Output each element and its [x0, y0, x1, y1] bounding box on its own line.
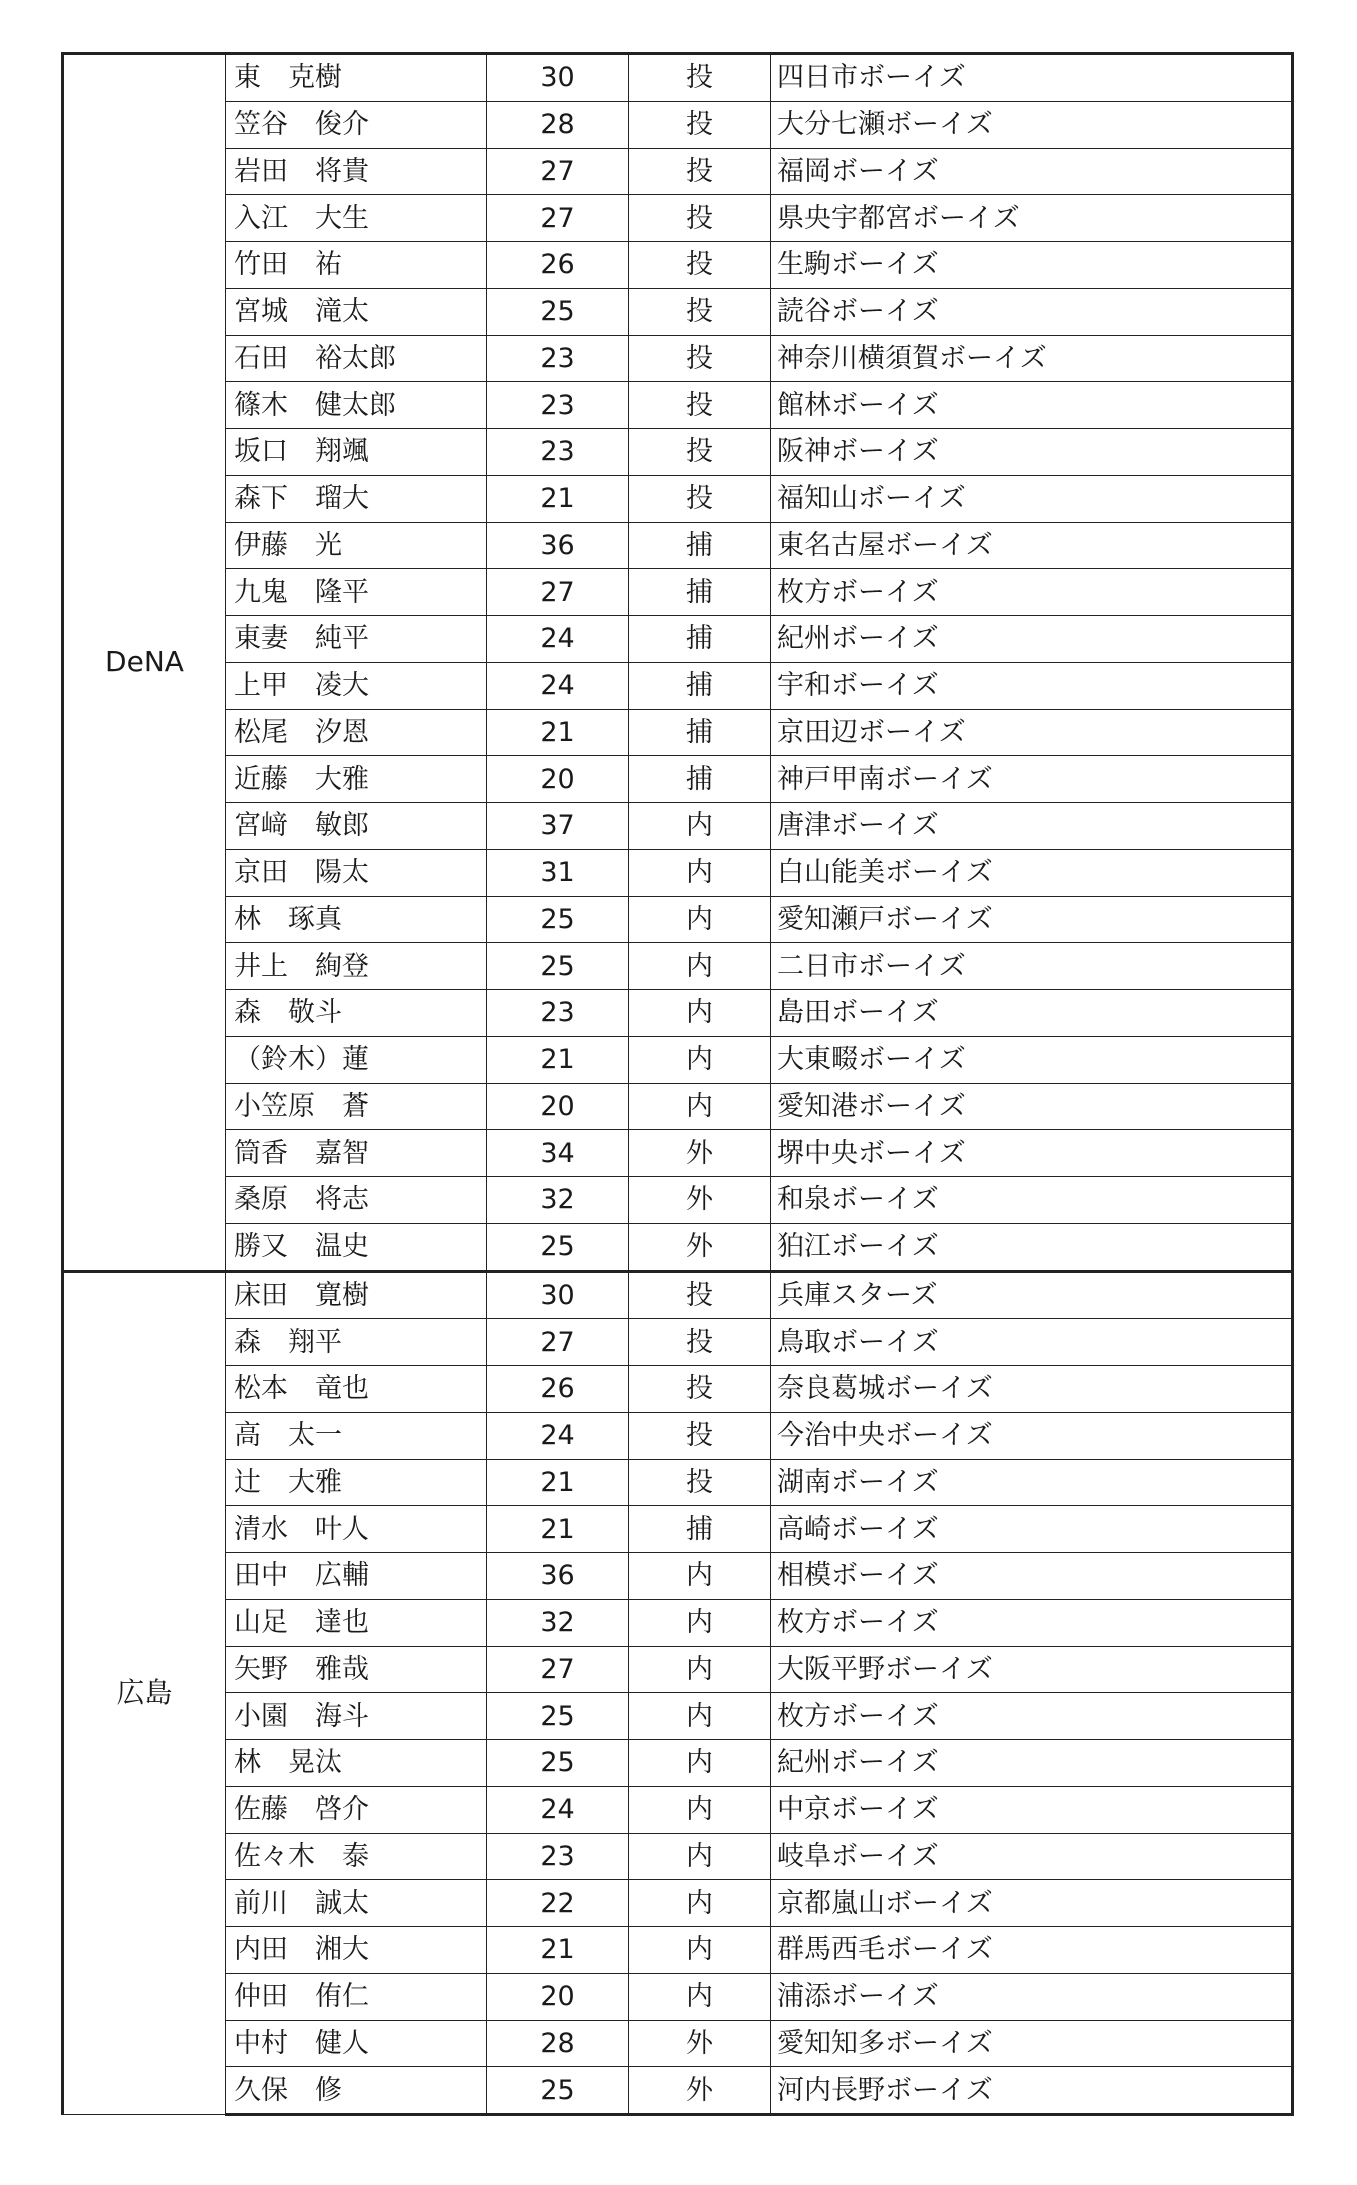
team-name: 広島: [63, 1271, 226, 2115]
table-row: [63, 2067, 1293, 2115]
player-age: 30: [487, 1271, 629, 1319]
player-position: 投: [629, 54, 771, 102]
table-row: [63, 1599, 1293, 1646]
player-position: 投: [629, 429, 771, 476]
player-age: 27: [487, 1319, 629, 1366]
player-name: 東 克樹: [226, 54, 487, 102]
player-position: 捕: [629, 709, 771, 756]
player-name: 篠木 健太郎: [226, 382, 487, 429]
player-name: 宮﨑 敏郎: [226, 803, 487, 850]
player-position: 内: [629, 896, 771, 943]
player-age: 22: [487, 1880, 629, 1927]
player-age: 24: [487, 616, 629, 663]
table-row: [63, 195, 1293, 242]
player-age: 36: [487, 522, 629, 569]
player-age: 27: [487, 569, 629, 616]
player-position: 投: [629, 382, 771, 429]
table-row: [63, 101, 1293, 148]
player-age: 37: [487, 803, 629, 850]
player-name: 坂口 翔颯: [226, 429, 487, 476]
table-row: [63, 1177, 1293, 1224]
player-name: 小笠原 蒼: [226, 1083, 487, 1130]
player-age: 34: [487, 1130, 629, 1177]
player-club: 神奈川横須賀ボーイズ: [771, 335, 1293, 382]
player-position: 投: [629, 1271, 771, 1319]
player-name: 竹田 祐: [226, 242, 487, 289]
roster-table: [61, 52, 1294, 2116]
player-club: 枚方ボーイズ: [771, 1693, 1293, 1740]
player-club: 紀州ボーイズ: [771, 1740, 1293, 1787]
player-age: 26: [487, 242, 629, 289]
table-row: [63, 1553, 1293, 1600]
player-name: 松本 竜也: [226, 1366, 487, 1413]
player-position: 内: [629, 990, 771, 1037]
player-position: 内: [629, 1973, 771, 2020]
player-club: 群馬西毛ボーイズ: [771, 1927, 1293, 1974]
player-club: 河内長野ボーイズ: [771, 2067, 1293, 2115]
player-position: 投: [629, 148, 771, 195]
table-row: [63, 1833, 1293, 1880]
player-position: 外: [629, 2020, 771, 2067]
player-age: 20: [487, 756, 629, 803]
player-position: 投: [629, 288, 771, 335]
table-row: [63, 54, 1293, 102]
player-age: 32: [487, 1599, 629, 1646]
player-age: 24: [487, 1412, 629, 1459]
player-age: 23: [487, 1833, 629, 1880]
player-name: 中村 健人: [226, 2020, 487, 2067]
player-position: 投: [629, 1412, 771, 1459]
player-name: 上甲 凌大: [226, 662, 487, 709]
table-row: [63, 1646, 1293, 1693]
player-age: 23: [487, 382, 629, 429]
table-row: [63, 1271, 1293, 1319]
table-row: [63, 662, 1293, 709]
player-club: 相模ボーイズ: [771, 1553, 1293, 1600]
player-club: 愛知港ボーイズ: [771, 1083, 1293, 1130]
player-club: 二日市ボーイズ: [771, 943, 1293, 990]
player-name: 入江 大生: [226, 195, 487, 242]
table-row: [63, 1366, 1293, 1413]
table-row: [63, 1036, 1293, 1083]
player-position: 内: [629, 1036, 771, 1083]
table-row: [63, 335, 1293, 382]
player-age: 20: [487, 1083, 629, 1130]
player-club: 愛知瀬戸ボーイズ: [771, 896, 1293, 943]
player-age: 32: [487, 1177, 629, 1224]
player-name: 小園 海斗: [226, 1693, 487, 1740]
player-club: 福岡ボーイズ: [771, 148, 1293, 195]
team-name: DeNA: [63, 54, 226, 1272]
player-name: 山足 達也: [226, 1599, 487, 1646]
table-row: [63, 569, 1293, 616]
player-name: 筒香 嘉智: [226, 1130, 487, 1177]
player-position: 内: [629, 1927, 771, 1974]
player-name: 久保 修: [226, 2067, 487, 2115]
table-row: [63, 990, 1293, 1037]
player-age: 24: [487, 1786, 629, 1833]
player-name: 勝又 温史: [226, 1223, 487, 1271]
player-age: 26: [487, 1366, 629, 1413]
table-row: [63, 1130, 1293, 1177]
player-name: 林 晃汰: [226, 1740, 487, 1787]
table-row: [63, 1786, 1293, 1833]
player-name: 松尾 汐恩: [226, 709, 487, 756]
player-name: 九鬼 隆平: [226, 569, 487, 616]
player-name: 内田 湘大: [226, 1927, 487, 1974]
player-name: 辻 大雅: [226, 1459, 487, 1506]
player-name: 林 琢真: [226, 896, 487, 943]
player-position: 内: [629, 1599, 771, 1646]
player-position: 内: [629, 849, 771, 896]
team-block: [63, 54, 1293, 1272]
player-club: 京都嵐山ボーイズ: [771, 1880, 1293, 1927]
player-age: 21: [487, 1927, 629, 1974]
table-row: [63, 1083, 1293, 1130]
player-name: 高 太一: [226, 1412, 487, 1459]
player-name: 佐藤 啓介: [226, 1786, 487, 1833]
player-club: 四日市ボーイズ: [771, 54, 1293, 102]
player-position: 内: [629, 1693, 771, 1740]
player-club: 福知山ボーイズ: [771, 475, 1293, 522]
table-row: [63, 1506, 1293, 1553]
player-position: 内: [629, 1786, 771, 1833]
table-row: [63, 2020, 1293, 2067]
player-position: 投: [629, 335, 771, 382]
player-age: 25: [487, 1693, 629, 1740]
table-row: [63, 475, 1293, 522]
player-age: 27: [487, 195, 629, 242]
player-position: 外: [629, 1223, 771, 1271]
table-row: [63, 288, 1293, 335]
player-age: 25: [487, 288, 629, 335]
player-position: 外: [629, 1130, 771, 1177]
player-club: 大阪平野ボーイズ: [771, 1646, 1293, 1693]
player-name: 石田 裕太郎: [226, 335, 487, 382]
table-row: [63, 803, 1293, 850]
player-age: 27: [487, 1646, 629, 1693]
player-position: 捕: [629, 616, 771, 663]
player-name: 井上 絢登: [226, 943, 487, 990]
player-position: 外: [629, 1177, 771, 1224]
player-position: 捕: [629, 662, 771, 709]
player-age: 21: [487, 1506, 629, 1553]
player-club: 愛知知多ボーイズ: [771, 2020, 1293, 2067]
player-age: 24: [487, 662, 629, 709]
player-position: 投: [629, 1319, 771, 1366]
player-age: 25: [487, 943, 629, 990]
player-club: 今治中央ボーイズ: [771, 1412, 1293, 1459]
table-row: [63, 943, 1293, 990]
table-row: [63, 616, 1293, 663]
player-position: 内: [629, 803, 771, 850]
player-age: 25: [487, 2067, 629, 2115]
player-age: 23: [487, 990, 629, 1037]
table-row: [63, 1693, 1293, 1740]
player-position: 内: [629, 943, 771, 990]
player-name: 宮城 滝太: [226, 288, 487, 335]
player-name: 森 敬斗: [226, 990, 487, 1037]
player-club: 唐津ボーイズ: [771, 803, 1293, 850]
player-position: 投: [629, 242, 771, 289]
player-position: 外: [629, 2067, 771, 2115]
player-club: 京田辺ボーイズ: [771, 709, 1293, 756]
player-club: 館林ボーイズ: [771, 382, 1293, 429]
table-row: [63, 1740, 1293, 1787]
player-name: （鈴木）蓮: [226, 1036, 487, 1083]
player-name: 仲田 侑仁: [226, 1973, 487, 2020]
player-club: 中京ボーイズ: [771, 1786, 1293, 1833]
player-club: 阪神ボーイズ: [771, 429, 1293, 476]
team-block: [63, 1271, 1293, 2115]
player-name: 田中 広輔: [226, 1553, 487, 1600]
player-position: 内: [629, 1740, 771, 1787]
player-club: 鳥取ボーイズ: [771, 1319, 1293, 1366]
table-row: [63, 849, 1293, 896]
player-age: 30: [487, 54, 629, 102]
player-position: 投: [629, 195, 771, 242]
player-position: 投: [629, 101, 771, 148]
player-age: 36: [487, 1553, 629, 1600]
player-club: 宇和ボーイズ: [771, 662, 1293, 709]
player-age: 28: [487, 2020, 629, 2067]
table-row: [63, 1319, 1293, 1366]
player-club: 読谷ボーイズ: [771, 288, 1293, 335]
player-age: 21: [487, 475, 629, 522]
player-club: 枚方ボーイズ: [771, 1599, 1293, 1646]
player-position: 内: [629, 1083, 771, 1130]
player-club: 枚方ボーイズ: [771, 569, 1293, 616]
player-age: 28: [487, 101, 629, 148]
player-club: 県央宇都宮ボーイズ: [771, 195, 1293, 242]
player-club: 紀州ボーイズ: [771, 616, 1293, 663]
player-position: 投: [629, 1459, 771, 1506]
player-name: 京田 陽太: [226, 849, 487, 896]
player-name: 佐々木 泰: [226, 1833, 487, 1880]
table-row: [63, 1880, 1293, 1927]
player-age: 25: [487, 1223, 629, 1271]
player-age: 23: [487, 429, 629, 476]
player-age: 23: [487, 335, 629, 382]
player-position: 捕: [629, 756, 771, 803]
player-club: 狛江ボーイズ: [771, 1223, 1293, 1271]
player-name: 矢野 雅哉: [226, 1646, 487, 1693]
player-club: 兵庫スターズ: [771, 1271, 1293, 1319]
player-age: 25: [487, 896, 629, 943]
player-position: 捕: [629, 1506, 771, 1553]
table-row: [63, 1412, 1293, 1459]
player-name: 床田 寛樹: [226, 1271, 487, 1319]
player-position: 内: [629, 1646, 771, 1693]
player-name: 岩田 将貴: [226, 148, 487, 195]
player-club: 堺中央ボーイズ: [771, 1130, 1293, 1177]
player-position: 捕: [629, 522, 771, 569]
player-position: 投: [629, 1366, 771, 1413]
player-club: 生駒ボーイズ: [771, 242, 1293, 289]
player-name: 清水 叶人: [226, 1506, 487, 1553]
player-position: 捕: [629, 569, 771, 616]
table-row: [63, 1973, 1293, 2020]
table-row: [63, 709, 1293, 756]
player-name: 笠谷 俊介: [226, 101, 487, 148]
table-row: [63, 242, 1293, 289]
table-row: [63, 429, 1293, 476]
player-club: 東名古屋ボーイズ: [771, 522, 1293, 569]
table-row: [63, 1459, 1293, 1506]
player-club: 岐阜ボーイズ: [771, 1833, 1293, 1880]
player-name: 森下 瑠大: [226, 475, 487, 522]
table-row: [63, 382, 1293, 429]
player-club: 島田ボーイズ: [771, 990, 1293, 1037]
table-row: [63, 522, 1293, 569]
player-club: 白山能美ボーイズ: [771, 849, 1293, 896]
player-age: 20: [487, 1973, 629, 2020]
player-club: 湖南ボーイズ: [771, 1459, 1293, 1506]
table-row: [63, 1223, 1293, 1271]
player-name: 伊藤 光: [226, 522, 487, 569]
player-club: 大分七瀬ボーイズ: [771, 101, 1293, 148]
player-age: 27: [487, 148, 629, 195]
player-age: 25: [487, 1740, 629, 1787]
player-age: 21: [487, 1459, 629, 1506]
player-age: 21: [487, 709, 629, 756]
player-position: 内: [629, 1833, 771, 1880]
player-position: 内: [629, 1553, 771, 1600]
player-club: 神戸甲南ボーイズ: [771, 756, 1293, 803]
player-name: 前川 誠太: [226, 1880, 487, 1927]
player-age: 31: [487, 849, 629, 896]
player-name: 森 翔平: [226, 1319, 487, 1366]
table-row: [63, 756, 1293, 803]
table-row: [63, 148, 1293, 195]
player-age: 21: [487, 1036, 629, 1083]
player-name: 近藤 大雅: [226, 756, 487, 803]
table-row: [63, 896, 1293, 943]
player-club: 和泉ボーイズ: [771, 1177, 1293, 1224]
player-name: 東妻 純平: [226, 616, 487, 663]
player-club: 浦添ボーイズ: [771, 1973, 1293, 2020]
table-row: [63, 1927, 1293, 1974]
player-club: 奈良葛城ボーイズ: [771, 1366, 1293, 1413]
player-position: 投: [629, 475, 771, 522]
player-name: 桑原 将志: [226, 1177, 487, 1224]
player-club: 高崎ボーイズ: [771, 1506, 1293, 1553]
player-club: 大東畷ボーイズ: [771, 1036, 1293, 1083]
player-position: 内: [629, 1880, 771, 1927]
